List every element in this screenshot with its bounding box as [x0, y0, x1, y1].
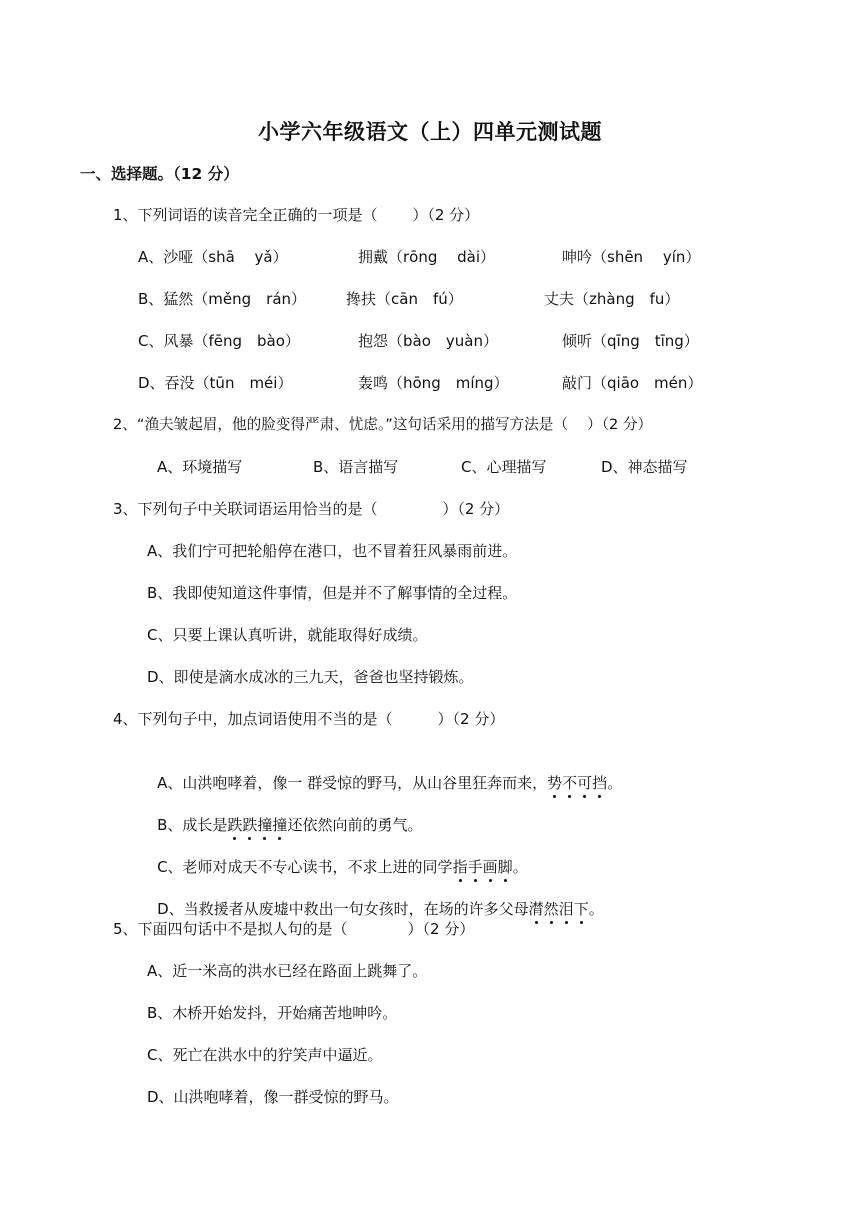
dotted-char: 势 [547, 774, 563, 792]
q1-option-b-2: 搀扶（cān fú） [346, 290, 463, 308]
dotted-char: 潸 [528, 900, 544, 918]
question-5-stem: 5、下面四句话中不是拟人句的是（ ）（2 分） [113, 920, 475, 938]
question-2-stem: 2、“渔夫皱起眉，他的脸变得严肃、忧虑。”这句话采用的描写方法是（ ）（2 分） [113, 416, 653, 433]
dotted-char: 撞 [257, 816, 273, 834]
q2-option-b: B、语言描写 [313, 458, 399, 476]
page-title: 小学六年级语文（上）四单元测试题 [258, 120, 602, 144]
dotted-char: 挡 [592, 774, 608, 792]
dotted-char: 画 [482, 858, 498, 876]
q2-option-a: A、环境描写 [157, 458, 243, 476]
dotted-char: 不 [562, 774, 578, 792]
q2-option-d: D、神态描写 [601, 458, 688, 476]
q4-option-d-dotted-word [529, 900, 589, 918]
dotted-char: 指 [452, 858, 468, 876]
q4-option-c-end: 。 [512, 858, 528, 876]
q1-option-b-1: B、猛然（měng rán） [138, 290, 307, 308]
question-3-stem: 3、下列句子中关联词语运用恰当的是（ ）（2 分） [113, 500, 510, 518]
dotted-char: 跌 [227, 816, 243, 834]
q1-option-c-1: C、风暴（fēng bào） [138, 332, 300, 350]
question-1-stem: 1、下列词语的读音完全正确的一项是（ ）（2 分） [113, 206, 480, 224]
q1-option-b-3: 丈夫（zhàng fu） [544, 290, 680, 308]
q3-option-d: D、即使是滴水成冰的三九天，爸爸也坚持锻炼。 [147, 668, 474, 686]
dotted-char: 脚 [497, 858, 513, 876]
question-4-stem: 4、下列句子中，加点词语使用不当的是（ ）（2 分） [113, 710, 505, 728]
dotted-char: 泪 [558, 900, 574, 918]
q1-option-d-3: 敲门（qiāo mén） [562, 374, 703, 392]
q3-option-a: A、我们宁可把轮船停在港口，也不冒着狂风暴雨前进。 [147, 542, 518, 560]
dotted-char: 可 [577, 774, 593, 792]
dotted-char: 然 [543, 900, 559, 918]
q4-option-b-text: B、成长是 [157, 816, 228, 834]
q5-option-c: C、死亡在洪水中的狞笑声中逼近。 [147, 1046, 383, 1064]
dotted-char: 手 [467, 858, 483, 876]
q1-option-d-1: D、吞没（tūn méi） [138, 374, 293, 392]
q4-option-d-text: D、当救援者从废墟中救出一句女孩时，在场的许多父母 [157, 900, 529, 918]
q1-option-a-2: 拥戴（rōng dài） [358, 248, 496, 266]
q1-option-c-3: 倾听（qīng tīng） [562, 332, 699, 350]
q1-option-c-2: 抱怨（bào yuàn） [358, 332, 498, 350]
q4-option-a-text: A、山洪咆哮着，像一 群受惊的野马，从山谷里狂奔而来， [157, 774, 548, 792]
q4-option-c-text: C、老师对成天不专心读书，不求上进的同学 [157, 858, 453, 876]
dotted-char: 跌 [242, 816, 258, 834]
q4-option-a-end: 。 [607, 774, 623, 792]
q3-option-c: C、只要上课认真听讲，就能取得好成绩。 [147, 626, 428, 644]
q5-option-b: B、木桥开始发抖，开始痛苦地呻吟。 [147, 1004, 398, 1022]
q2-option-c: C、心理描写 [461, 458, 547, 476]
q5-option-a: A、近一米高的洪水已经在路面上跳舞了。 [147, 962, 428, 980]
q1-option-a-1: A、沙哑（shā yǎ） [138, 248, 288, 266]
q4-option-a-dotted-word [547, 774, 607, 792]
q5-option-d: D、山洪咆哮着，像一群受惊的野马。 [147, 1088, 399, 1106]
q1-option-a-3: 呻吟（shēn yín） [562, 248, 701, 266]
section-heading: 一、选择题。（12 分） [80, 165, 239, 183]
q4-option-c-dotted-word [453, 858, 513, 876]
q3-option-b: B、我即使知道这件事情，但是并不了解事情的全过程。 [147, 584, 518, 602]
q1-option-d-2: 轰鸣（hōng míng） [358, 374, 509, 392]
dotted-char: 撞 [272, 816, 288, 834]
q4-option-d-end: 。 [588, 900, 604, 918]
q4-option-b-dotted-word [227, 816, 287, 834]
q4-option-b-end: 还依然向前的勇气。 [287, 816, 423, 834]
dotted-char: 下 [573, 900, 589, 918]
